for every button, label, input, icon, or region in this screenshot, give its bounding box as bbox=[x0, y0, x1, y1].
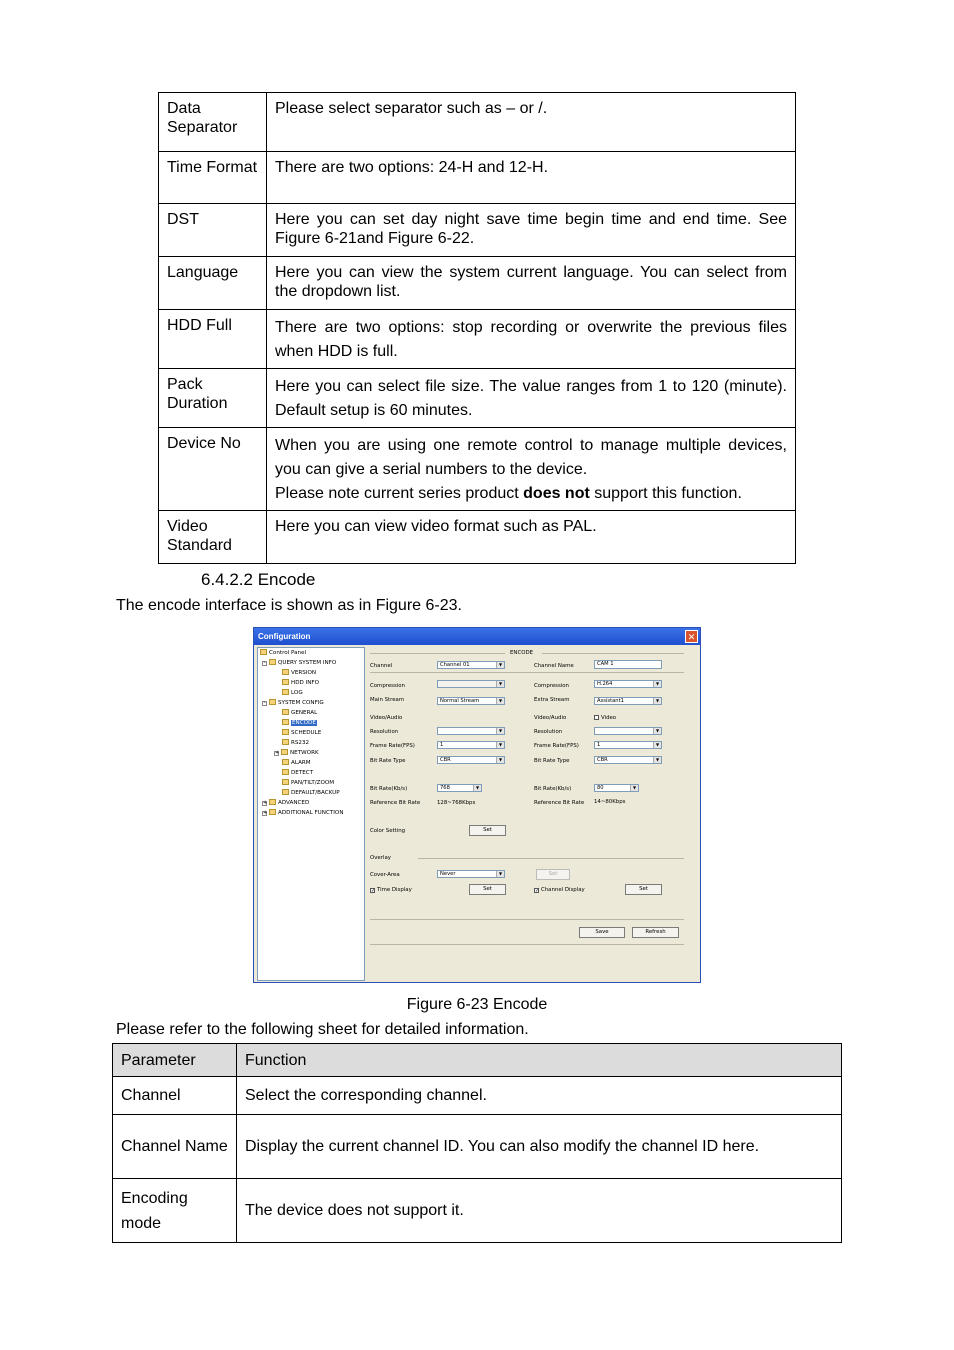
table-row bbox=[159, 93, 796, 152]
select-value: 1 bbox=[440, 742, 444, 748]
dropdown-arrow-icon: ▼ bbox=[496, 698, 504, 704]
video-audio-label: Video/Audio bbox=[370, 715, 403, 721]
dropdown-arrow-icon: ▼ bbox=[496, 728, 504, 734]
dropdown-arrow-icon: ▼ bbox=[653, 698, 661, 704]
save-button[interactable]: Save bbox=[579, 927, 625, 938]
checkbox-icon[interactable]: ✓ bbox=[535, 888, 540, 894]
dropdown-arrow-icon: ▼ bbox=[653, 728, 661, 734]
compression-select[interactable] bbox=[437, 680, 505, 688]
frame-rate-label: Frame Rate(FPS) bbox=[370, 743, 415, 749]
folder-icon bbox=[282, 759, 289, 765]
tree-item-default-backup[interactable] bbox=[282, 789, 340, 797]
channel-select[interactable] bbox=[437, 661, 505, 669]
doc-icon bbox=[282, 689, 289, 695]
tree-item-encode[interactable] bbox=[282, 719, 317, 727]
folder-icon bbox=[269, 659, 276, 665]
select-value: 1 bbox=[597, 742, 601, 748]
tree-label: ALARM bbox=[291, 760, 311, 766]
section-heading: 6.4.2.2 Encode bbox=[201, 570, 316, 589]
tree-label: HDD INFO bbox=[291, 680, 320, 686]
param-cell: Video Standard bbox=[159, 511, 267, 564]
param-cell: Channel bbox=[113, 1077, 237, 1115]
bit-rate-type-right-label: Bit Rate Type bbox=[534, 758, 570, 764]
tree-label: RS232 bbox=[291, 740, 310, 746]
dropdown-arrow-icon: ▼ bbox=[496, 757, 504, 763]
channel-label: Channel bbox=[370, 663, 393, 669]
dropdown-arrow-icon: ▼ bbox=[473, 785, 481, 791]
param-cell: Time Format bbox=[159, 152, 267, 204]
collapse-icon[interactable]: - bbox=[263, 660, 266, 666]
collapse-icon[interactable]: - bbox=[263, 700, 266, 706]
ref-bit-rate-right-value: 14~80Kbps bbox=[594, 799, 626, 805]
desc-cell bbox=[267, 428, 796, 511]
checkbox-label: Video bbox=[601, 715, 617, 721]
dropdown-arrow-icon: ▼ bbox=[653, 681, 661, 687]
window-title: Configuration bbox=[254, 628, 700, 645]
function-cell: Select the corresponding channel. bbox=[237, 1077, 842, 1115]
select-value: 80 bbox=[597, 785, 604, 791]
config-tree bbox=[257, 647, 365, 981]
frame-rate-select[interactable] bbox=[437, 741, 505, 749]
refresh-button[interactable]: Refresh bbox=[632, 927, 679, 938]
expand-icon[interactable]: + bbox=[275, 750, 280, 756]
folder-icon bbox=[282, 739, 289, 745]
table-row bbox=[159, 257, 796, 310]
dropdown-arrow-icon: ▼ bbox=[496, 742, 504, 748]
function-cell: Display the current channel ID. You can also modify the channel ID here. bbox=[237, 1115, 842, 1179]
checkbox-icon[interactable] bbox=[594, 715, 599, 720]
param-cell: Language bbox=[159, 257, 267, 310]
bit-rate-type-right-select[interactable] bbox=[594, 756, 662, 764]
folder-icon bbox=[282, 729, 289, 735]
checkbox-label: Channel Display bbox=[541, 887, 585, 893]
header-parameter: Parameter bbox=[113, 1044, 237, 1077]
main-stream-select[interactable] bbox=[437, 697, 505, 705]
tree-label: LOG bbox=[291, 690, 303, 696]
desc-text: When you are using one remote control to manage multiple devices, you can give a serial numbers to the device. bbox=[275, 437, 787, 478]
note-bold: does not bbox=[523, 485, 590, 502]
bit-rate-right-select[interactable] bbox=[594, 784, 639, 792]
table-header-row bbox=[113, 1044, 842, 1077]
divider bbox=[418, 858, 684, 859]
expand-icon[interactable]: + bbox=[263, 800, 268, 806]
tree-label: GENERAL bbox=[291, 710, 318, 716]
select-value: 768 bbox=[440, 785, 450, 791]
desc-text: There are two options: stop recording or overwrite the previous files when HDD is full. bbox=[275, 319, 787, 360]
select-value: CBR bbox=[440, 757, 451, 763]
divider bbox=[370, 919, 684, 920]
gear-icon bbox=[269, 799, 276, 805]
bit-rate-right-label: Bit Rate(Kb/s) bbox=[534, 786, 572, 792]
cover-area-select[interactable] bbox=[437, 870, 505, 878]
divider bbox=[370, 672, 684, 673]
table-row bbox=[159, 428, 796, 511]
divider bbox=[370, 944, 684, 945]
param-cell: Channel Name bbox=[113, 1115, 237, 1179]
table-row bbox=[159, 511, 796, 564]
dropdown-arrow-icon: ▼ bbox=[496, 871, 504, 877]
tree-item-additional[interactable] bbox=[262, 809, 344, 817]
cover-area-label: Cover-Area bbox=[370, 872, 400, 878]
channel-name-label: Channel Name bbox=[534, 663, 574, 669]
channel-set-button[interactable]: Set bbox=[625, 884, 662, 895]
tree-item-rs232[interactable] bbox=[282, 739, 309, 747]
tree-item-ptz[interactable] bbox=[282, 779, 334, 787]
bit-rate-type-select[interactable] bbox=[437, 756, 505, 764]
table-row bbox=[159, 152, 796, 204]
note-text: Please note current series product bbox=[275, 485, 524, 502]
tree-item-control-panel[interactable] bbox=[260, 649, 306, 657]
select-value: CBR bbox=[597, 757, 608, 763]
video-checkbox[interactable] bbox=[594, 714, 616, 722]
tree-label: PAN/TILT/ZOOM bbox=[291, 780, 335, 786]
checkbox-label: Time Display bbox=[377, 887, 412, 893]
refer-text: Please refer to the following sheet for detailed information. bbox=[116, 1021, 529, 1038]
divider bbox=[542, 653, 684, 654]
tree-label: ENCODE bbox=[292, 720, 316, 726]
table-row bbox=[159, 369, 796, 428]
bit-rate-label: Bit Rate(Kb/s) bbox=[370, 786, 408, 792]
compression-right-label: Compression bbox=[534, 683, 569, 689]
ref-bit-rate-label: Reference Bit Rate bbox=[370, 800, 421, 806]
tree-item-alarm[interactable] bbox=[282, 759, 311, 767]
desc-cell: Here you can view the system current language. You can select from the dropdown list. bbox=[267, 257, 796, 310]
function-table bbox=[112, 1043, 842, 1243]
folder-icon bbox=[282, 779, 289, 785]
table-row bbox=[113, 1077, 842, 1115]
tree-label: Control Panel bbox=[269, 650, 307, 656]
tree-item-hdd-info[interactable] bbox=[282, 679, 319, 687]
doc-icon bbox=[282, 669, 289, 675]
table-row bbox=[113, 1179, 842, 1243]
tree-item-network[interactable] bbox=[274, 749, 319, 757]
tree-item-log[interactable] bbox=[282, 689, 303, 697]
compression-right-select[interactable] bbox=[594, 680, 662, 688]
frame-rate-right-label: Frame Rate(FPS) bbox=[534, 743, 579, 749]
tree-item-general[interactable] bbox=[282, 709, 317, 717]
resolution-label: Resolution bbox=[370, 729, 399, 735]
tree-item-query[interactable] bbox=[262, 659, 336, 667]
channel-display-checkbox[interactable] bbox=[534, 886, 585, 894]
table-row bbox=[159, 204, 796, 257]
tree-label: VERSION bbox=[291, 670, 317, 676]
frame-rate-right-select[interactable] bbox=[594, 741, 662, 749]
checkbox-icon[interactable]: ✓ bbox=[371, 888, 376, 894]
overlay-label: Overlay bbox=[370, 855, 391, 861]
desc-text: Here you can select file size. The value ranges from 1 to 120 (minute). Default setup is 60 minutes. bbox=[275, 378, 787, 419]
main-stream-label: Main Stream bbox=[370, 697, 405, 703]
folder-icon bbox=[281, 749, 288, 755]
tree-label: ADDITIONAL FUNCTION bbox=[278, 810, 344, 816]
table-row bbox=[113, 1115, 842, 1179]
desc-cell: Please select separator such as – or /. bbox=[267, 93, 796, 152]
desc-note bbox=[275, 482, 787, 506]
channel-name-input[interactable]: CAM 1 bbox=[594, 660, 662, 669]
dropdown-arrow-icon: ▼ bbox=[653, 757, 661, 763]
bit-rate-type-label: Bit Rate Type bbox=[370, 758, 406, 764]
tree-label: SCHEDULE bbox=[291, 730, 322, 736]
ref-bit-rate-right-label: Reference Bit Rate bbox=[534, 800, 585, 806]
folder-icon bbox=[282, 709, 289, 715]
tree-label: QUERY SYSTEM INFO bbox=[278, 660, 337, 666]
function-cell: The device does not support it. bbox=[237, 1179, 842, 1243]
configuration-window bbox=[253, 627, 701, 983]
doc-icon bbox=[282, 679, 289, 685]
tree-label: DETECT bbox=[291, 770, 314, 776]
divider bbox=[370, 653, 505, 654]
parameter-table bbox=[158, 92, 796, 564]
figure-caption: Figure 6-23 Encode bbox=[406, 996, 548, 1013]
header-function: Function bbox=[237, 1044, 842, 1077]
folder-icon bbox=[269, 809, 276, 815]
extra-stream-label: Extra Stream bbox=[534, 697, 570, 703]
dropdown-arrow-icon: ▼ bbox=[496, 662, 504, 668]
tree-item-system-config[interactable] bbox=[262, 699, 324, 707]
time-set-button[interactable]: Set bbox=[469, 884, 506, 895]
folder-icon bbox=[282, 719, 289, 725]
encode-panel bbox=[366, 647, 699, 981]
resolution-right-select[interactable] bbox=[594, 727, 662, 735]
dropdown-arrow-icon: ▼ bbox=[653, 742, 661, 748]
folder-icon bbox=[269, 699, 276, 705]
tree-label: SYSTEM CONFIG bbox=[278, 700, 324, 706]
param-cell: HDD Full bbox=[159, 310, 267, 369]
param-cell: Data Separator bbox=[159, 93, 267, 152]
ref-bit-rate-value: 128~768Kbps bbox=[437, 800, 476, 806]
select-value: Assistant1 bbox=[597, 698, 624, 704]
resolution-right-label: Resolution bbox=[534, 729, 563, 735]
tree-label: DEFAULT/BACKUP bbox=[291, 790, 340, 796]
tree-item-advanced[interactable] bbox=[262, 799, 309, 807]
video-audio-right-label: Video/Audio bbox=[534, 715, 567, 721]
select-value: Normal Stream bbox=[440, 698, 480, 704]
intro-text: The encode interface is shown as in Figure 6-23. bbox=[116, 597, 462, 614]
cover-set-button[interactable]: Set bbox=[536, 869, 570, 880]
panel-icon bbox=[260, 649, 267, 655]
resolution-select[interactable] bbox=[437, 727, 505, 735]
desc-cell: Here you can set day night save time begin time and end time. See Figure 6-21and Figure 6-22. bbox=[267, 204, 796, 257]
param-cell: Pack Duration bbox=[159, 369, 267, 428]
time-display-checkbox[interactable] bbox=[370, 886, 412, 894]
tree-item-version[interactable] bbox=[282, 669, 316, 677]
param-cell: DST bbox=[159, 204, 267, 257]
tree-item-detect[interactable] bbox=[282, 769, 313, 777]
select-value: Never bbox=[440, 871, 456, 877]
compression-label: Compression bbox=[370, 683, 405, 689]
panel-header: ENCODE bbox=[510, 650, 534, 656]
desc-cell: Here you can view video format such as PAL. bbox=[267, 511, 796, 564]
folder-icon bbox=[282, 769, 289, 775]
desc-cell: There are two options: 24-H and 12-H. bbox=[267, 152, 796, 204]
table-row bbox=[159, 310, 796, 369]
bit-rate-select[interactable] bbox=[437, 784, 482, 792]
note-text: support this function. bbox=[589, 485, 742, 502]
param-cell: Device No bbox=[159, 428, 267, 511]
close-icon[interactable]: ✕ bbox=[685, 630, 698, 643]
desc-cell bbox=[267, 310, 796, 369]
tree-label: ADVANCED bbox=[278, 800, 310, 806]
color-setting-label: Color Setting bbox=[370, 828, 406, 834]
extra-stream-select[interactable] bbox=[594, 697, 662, 705]
expand-icon[interactable]: + bbox=[263, 810, 268, 816]
select-value: H.264 bbox=[597, 681, 613, 687]
select-value: Channel 01 bbox=[440, 662, 470, 668]
param-cell: Encoding mode bbox=[113, 1179, 237, 1243]
folder-icon bbox=[282, 789, 289, 795]
tree-label: NETWORK bbox=[290, 750, 319, 756]
dropdown-arrow-icon: ▼ bbox=[630, 785, 638, 791]
dropdown-arrow-icon: ▼ bbox=[496, 681, 504, 687]
tree-item-schedule[interactable] bbox=[282, 729, 321, 737]
desc-cell bbox=[267, 369, 796, 428]
color-set-button[interactable]: Set bbox=[469, 825, 506, 836]
